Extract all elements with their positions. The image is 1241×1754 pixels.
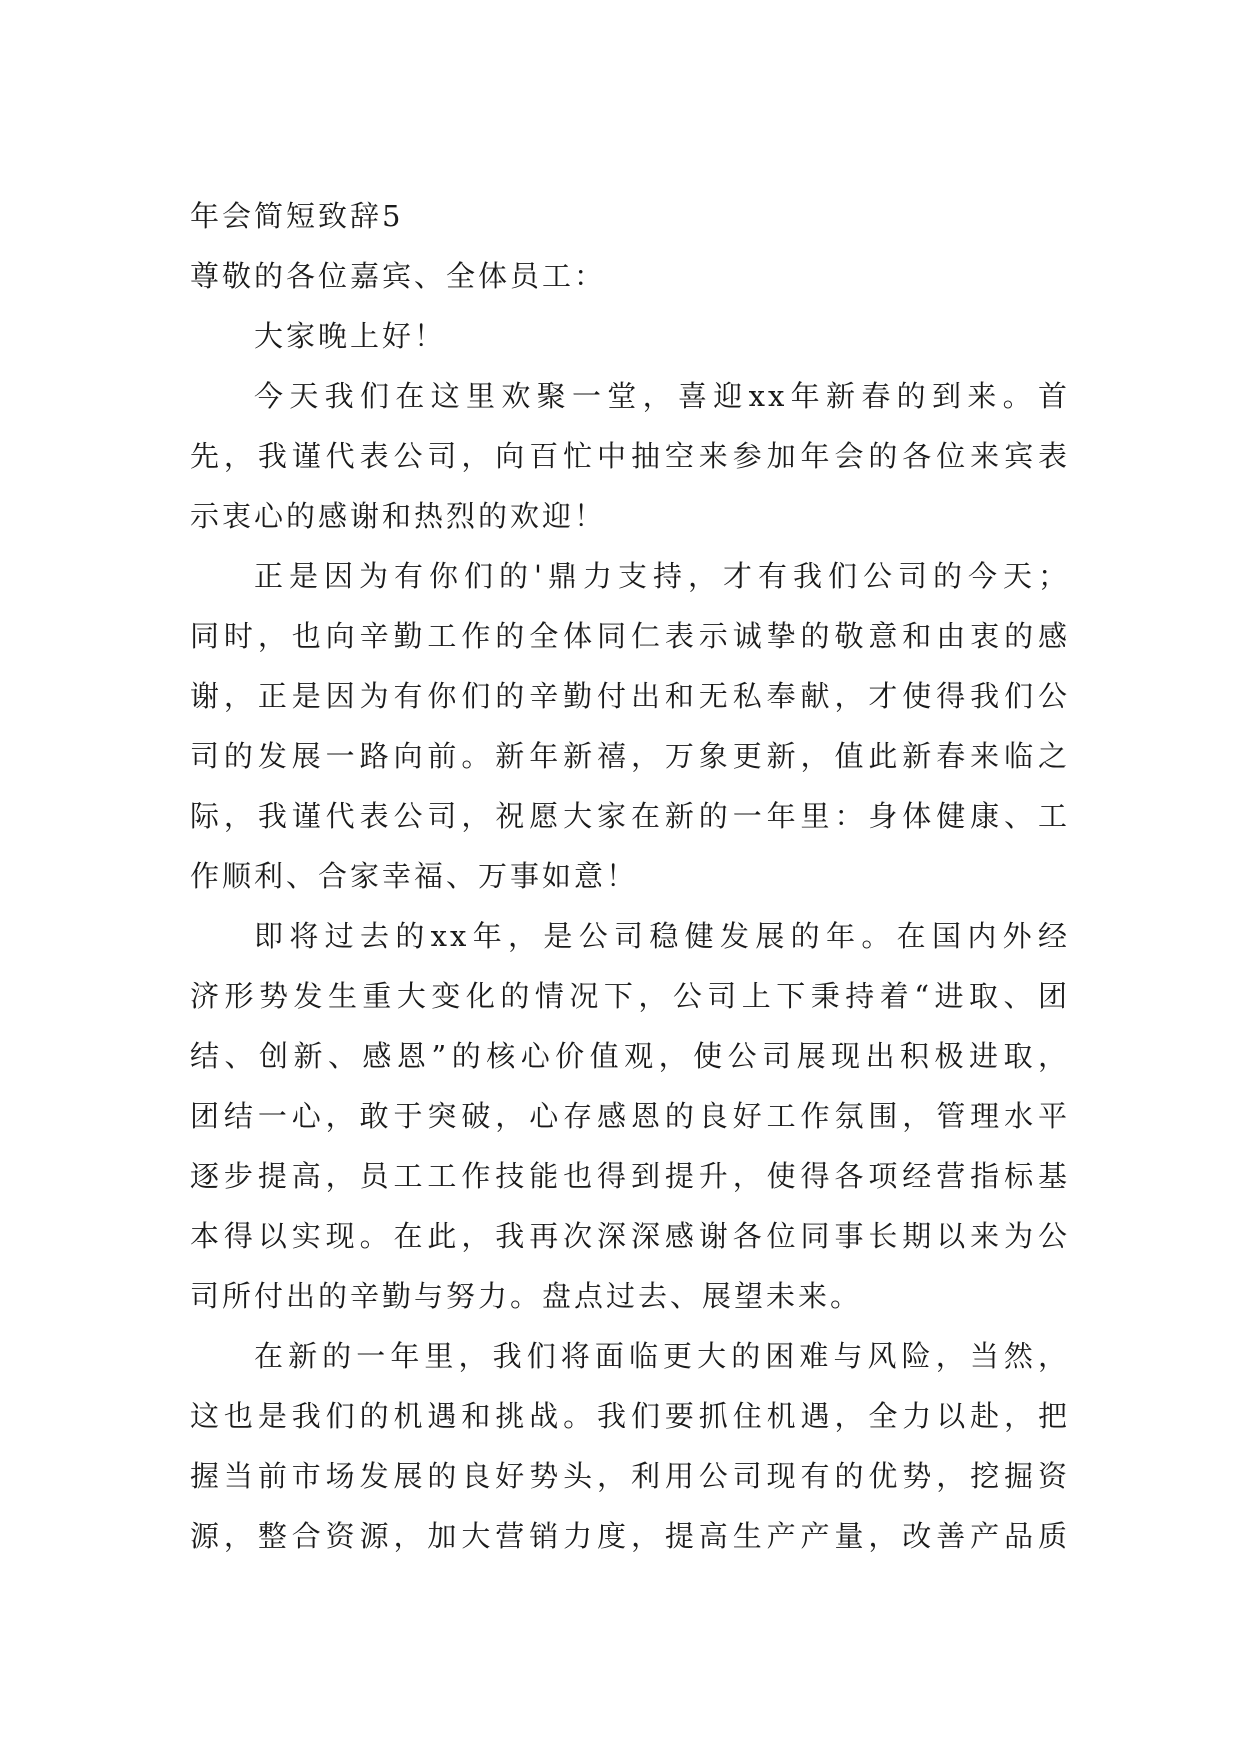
paragraph-line: 本得以实现。在此，我再次深深感谢各位同事长期以来为公 [190, 1219, 1070, 1253]
paragraph-line: 先，我谨代表公司，向百忙中抽空来参加年会的各位来宾表 [190, 439, 1070, 473]
paragraph-line: 这也是我们的机遇和挑战。我们要抓住机遇，全力以赴，把 [190, 1399, 1070, 1433]
paragraph-line: 济形势发生重大变化的情况下，公司上下秉持着“进取、团 [190, 979, 1070, 1013]
paragraph-line: 正是因为有你们的'鼎力支持，才有我们公司的今天； [254, 559, 1070, 593]
paragraph [190, 546, 1070, 906]
paragraph-line: 谢，正是因为有你们的辛勤付出和无私奉献，才使得我们公 [190, 679, 1070, 713]
paragraph-line: 逐步提高，员工工作技能也得到提升，使得各项经营指标基 [190, 1159, 1070, 1193]
paragraph [190, 906, 1070, 1326]
paragraph-line: 结、创新、感恩”的核心价值观，使公司展现出积极进取， [190, 1039, 1070, 1073]
paragraph-line: 即将过去的xx年，是公司稳健发展的年。在国内外经 [254, 919, 1070, 953]
paragraph-line: 司所付出的辛勤与努力。盘点过去、展望未来。 [190, 1279, 863, 1313]
paragraph [190, 366, 1070, 546]
paragraph [190, 306, 1070, 366]
paragraph-line: 大家晚上好！ [254, 319, 447, 353]
paragraph-line: 司的发展一路向前。新年新禧，万象更新，值此新春来临之 [190, 739, 1070, 773]
paragraph-line: 源，整合资源，加大营销力度，提高生产产量，改善产品质 [190, 1519, 1070, 1553]
paragraph-line: 同时，也向辛勤工作的全体同仁表示诚挚的敬意和由衷的感 [190, 619, 1070, 653]
paragraph [190, 1326, 1070, 1566]
paragraph-line: 在新的一年里，我们将面临更大的困难与风险，当然， [254, 1339, 1070, 1373]
paragraph-line: 际，我谨代表公司，祝愿大家在新的一年里：身体健康、工 [190, 799, 1070, 833]
paragraph-line: 今天我们在这里欢聚一堂，喜迎xx年新春的到来。首 [254, 379, 1070, 413]
document-body [190, 186, 1070, 1566]
document-title: 年会简短致辞5 [190, 199, 404, 233]
paragraph-line: 作顺利、合家幸福、万事如意！ [190, 859, 639, 893]
paragraph-line: 示衷心的感谢和热烈的欢迎！ [190, 499, 607, 533]
salutation: 尊敬的各位嘉宾、全体员工： [190, 259, 607, 293]
paragraph-line: 团结一心，敢于突破，心存感恩的良好工作氛围，管理水平 [190, 1099, 1070, 1133]
paragraph-line: 握当前市场发展的良好势头，利用公司现有的优势，挖掘资 [190, 1459, 1070, 1493]
